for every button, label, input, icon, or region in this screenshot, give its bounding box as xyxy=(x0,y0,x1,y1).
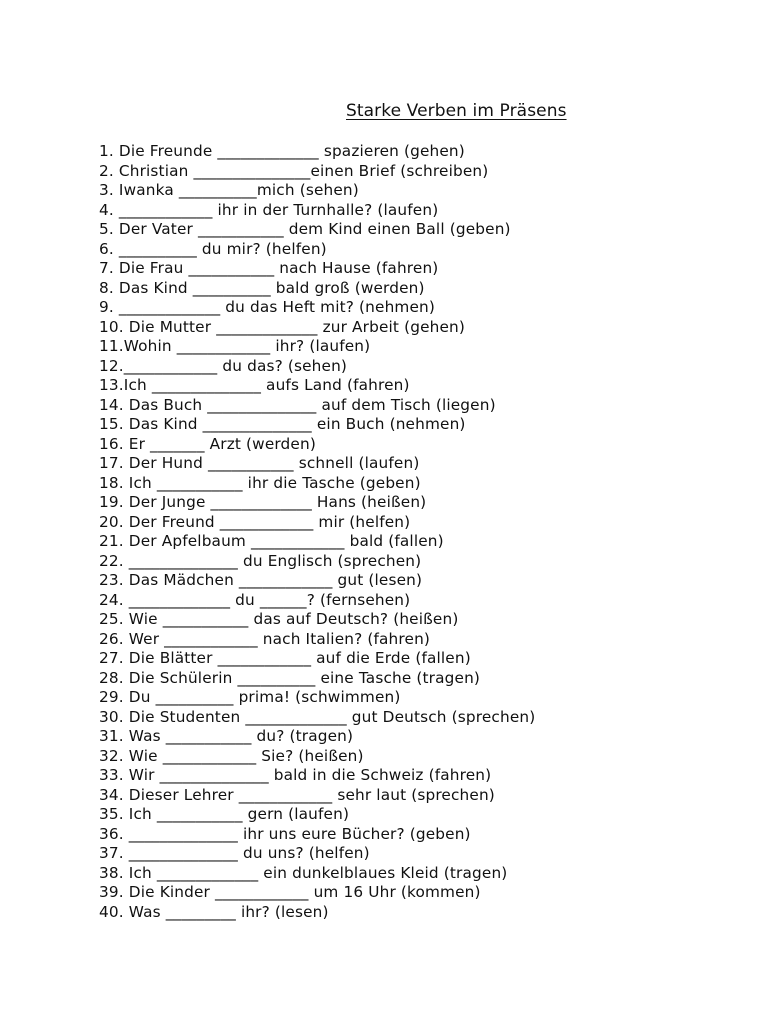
exercise-line: 17. Der Hund ___________ schnell (laufen) xyxy=(99,454,420,472)
exercise-line: 39. Die Kinder ____________ um 16 Uhr (kommen) xyxy=(99,883,481,901)
exercise-line: 15. Das Kind ______________ ein Buch (nehmen) xyxy=(99,415,466,433)
exercise-line: 23. Das Mädchen ____________ gut (lesen) xyxy=(99,571,423,589)
exercise-line: 24. _____________ du ______? (fernsehen) xyxy=(99,590,411,609)
exercise-line: 29. Du __________ prima! (schwimmen) xyxy=(99,688,401,706)
exercise-line: 35. Ich ___________ gern (laufen) xyxy=(99,805,350,823)
exercise-line: 3. Iwanka __________mich (sehen) xyxy=(99,181,359,199)
exercise-line: 5. Der Vater ___________ dem Kind einen Ball (geben) xyxy=(99,220,511,238)
exercise-line: 7. Die Frau ___________ nach Hause (fahren) xyxy=(99,259,439,277)
exercise-line: 2. Christian _______________einen Brief (schreiben) xyxy=(99,161,489,180)
exercise-line: 18. Ich ___________ ihr die Tasche (geben) xyxy=(99,473,421,492)
exercise-line: 21. Der Apfelbaum ____________ bald (fallen) xyxy=(99,532,444,550)
exercise-list xyxy=(99,142,535,922)
exercise-line: 30. Die Studenten _____________ gut Deutsch (sprechen) xyxy=(99,707,536,726)
exercise-line: 14. Das Buch ______________ auf dem Tisch (liegen) xyxy=(99,395,496,414)
exercise-line: 11.Wohin ____________ ihr? (laufen) xyxy=(99,337,371,355)
exercise-line: 36. ______________ ihr uns eure Bücher? (geben) xyxy=(99,824,471,843)
exercise-line: 27. Die Blätter ____________ auf die Erde (fallen) xyxy=(99,649,471,667)
exercise-line: 25. Wie ___________ das auf Deutsch? (heißen) xyxy=(99,610,459,628)
exercise-line: 13.Ich ______________ aufs Land (fahren) xyxy=(99,376,410,394)
exercise-line: 31. Was ___________ du? (tragen) xyxy=(99,727,354,745)
exercise-line: 38. Ich _____________ ein dunkelblaues Kleid (tragen) xyxy=(99,863,508,882)
exercise-line: 32. Wie ____________ Sie? (heißen) xyxy=(99,746,364,765)
worksheet-title: Starke Verben im Präsens xyxy=(346,101,567,121)
exercise-line: 4. ____________ ihr in der Turnhalle? (laufen) xyxy=(99,200,439,219)
exercise-line: 12.____________ du das? (sehen) xyxy=(99,356,348,375)
exercise-line: 1. Die Freunde _____________ spazieren (gehen) xyxy=(99,142,465,160)
exercise-line: 20. Der Freund ____________ mir (helfen) xyxy=(99,512,411,531)
exercise-line: 34. Dieser Lehrer ____________ sehr laut (sprechen) xyxy=(99,785,495,804)
exercise-line: 6. __________ du mir? (helfen) xyxy=(99,239,327,258)
exercise-line: 37. ______________ du uns? (helfen) xyxy=(99,844,370,862)
exercise-line: 22. ______________ du Englisch (sprechen) xyxy=(99,551,422,570)
exercise-line: 19. Der Junge _____________ Hans (heißen) xyxy=(99,493,427,511)
exercise-line: 33. Wir ______________ bald in die Schweiz (fahren) xyxy=(99,766,492,784)
exercise-line: 16. Er _______ Arzt (werden) xyxy=(99,434,316,453)
exercise-line: 26. Wer ____________ nach Italien? (fahren) xyxy=(99,629,431,648)
exercise-line: 40. Was _________ ihr? (lesen) xyxy=(99,902,329,921)
exercise-line: 28. Die Schülerin __________ eine Tasche (tragen) xyxy=(99,668,481,687)
exercise-line: 9. _____________ du das Heft mit? (nehmen) xyxy=(99,298,435,316)
exercise-line: 8. Das Kind __________ bald groß (werden) xyxy=(99,278,425,297)
exercise-line: 10. Die Mutter _____________ zur Arbeit (gehen) xyxy=(99,317,466,336)
